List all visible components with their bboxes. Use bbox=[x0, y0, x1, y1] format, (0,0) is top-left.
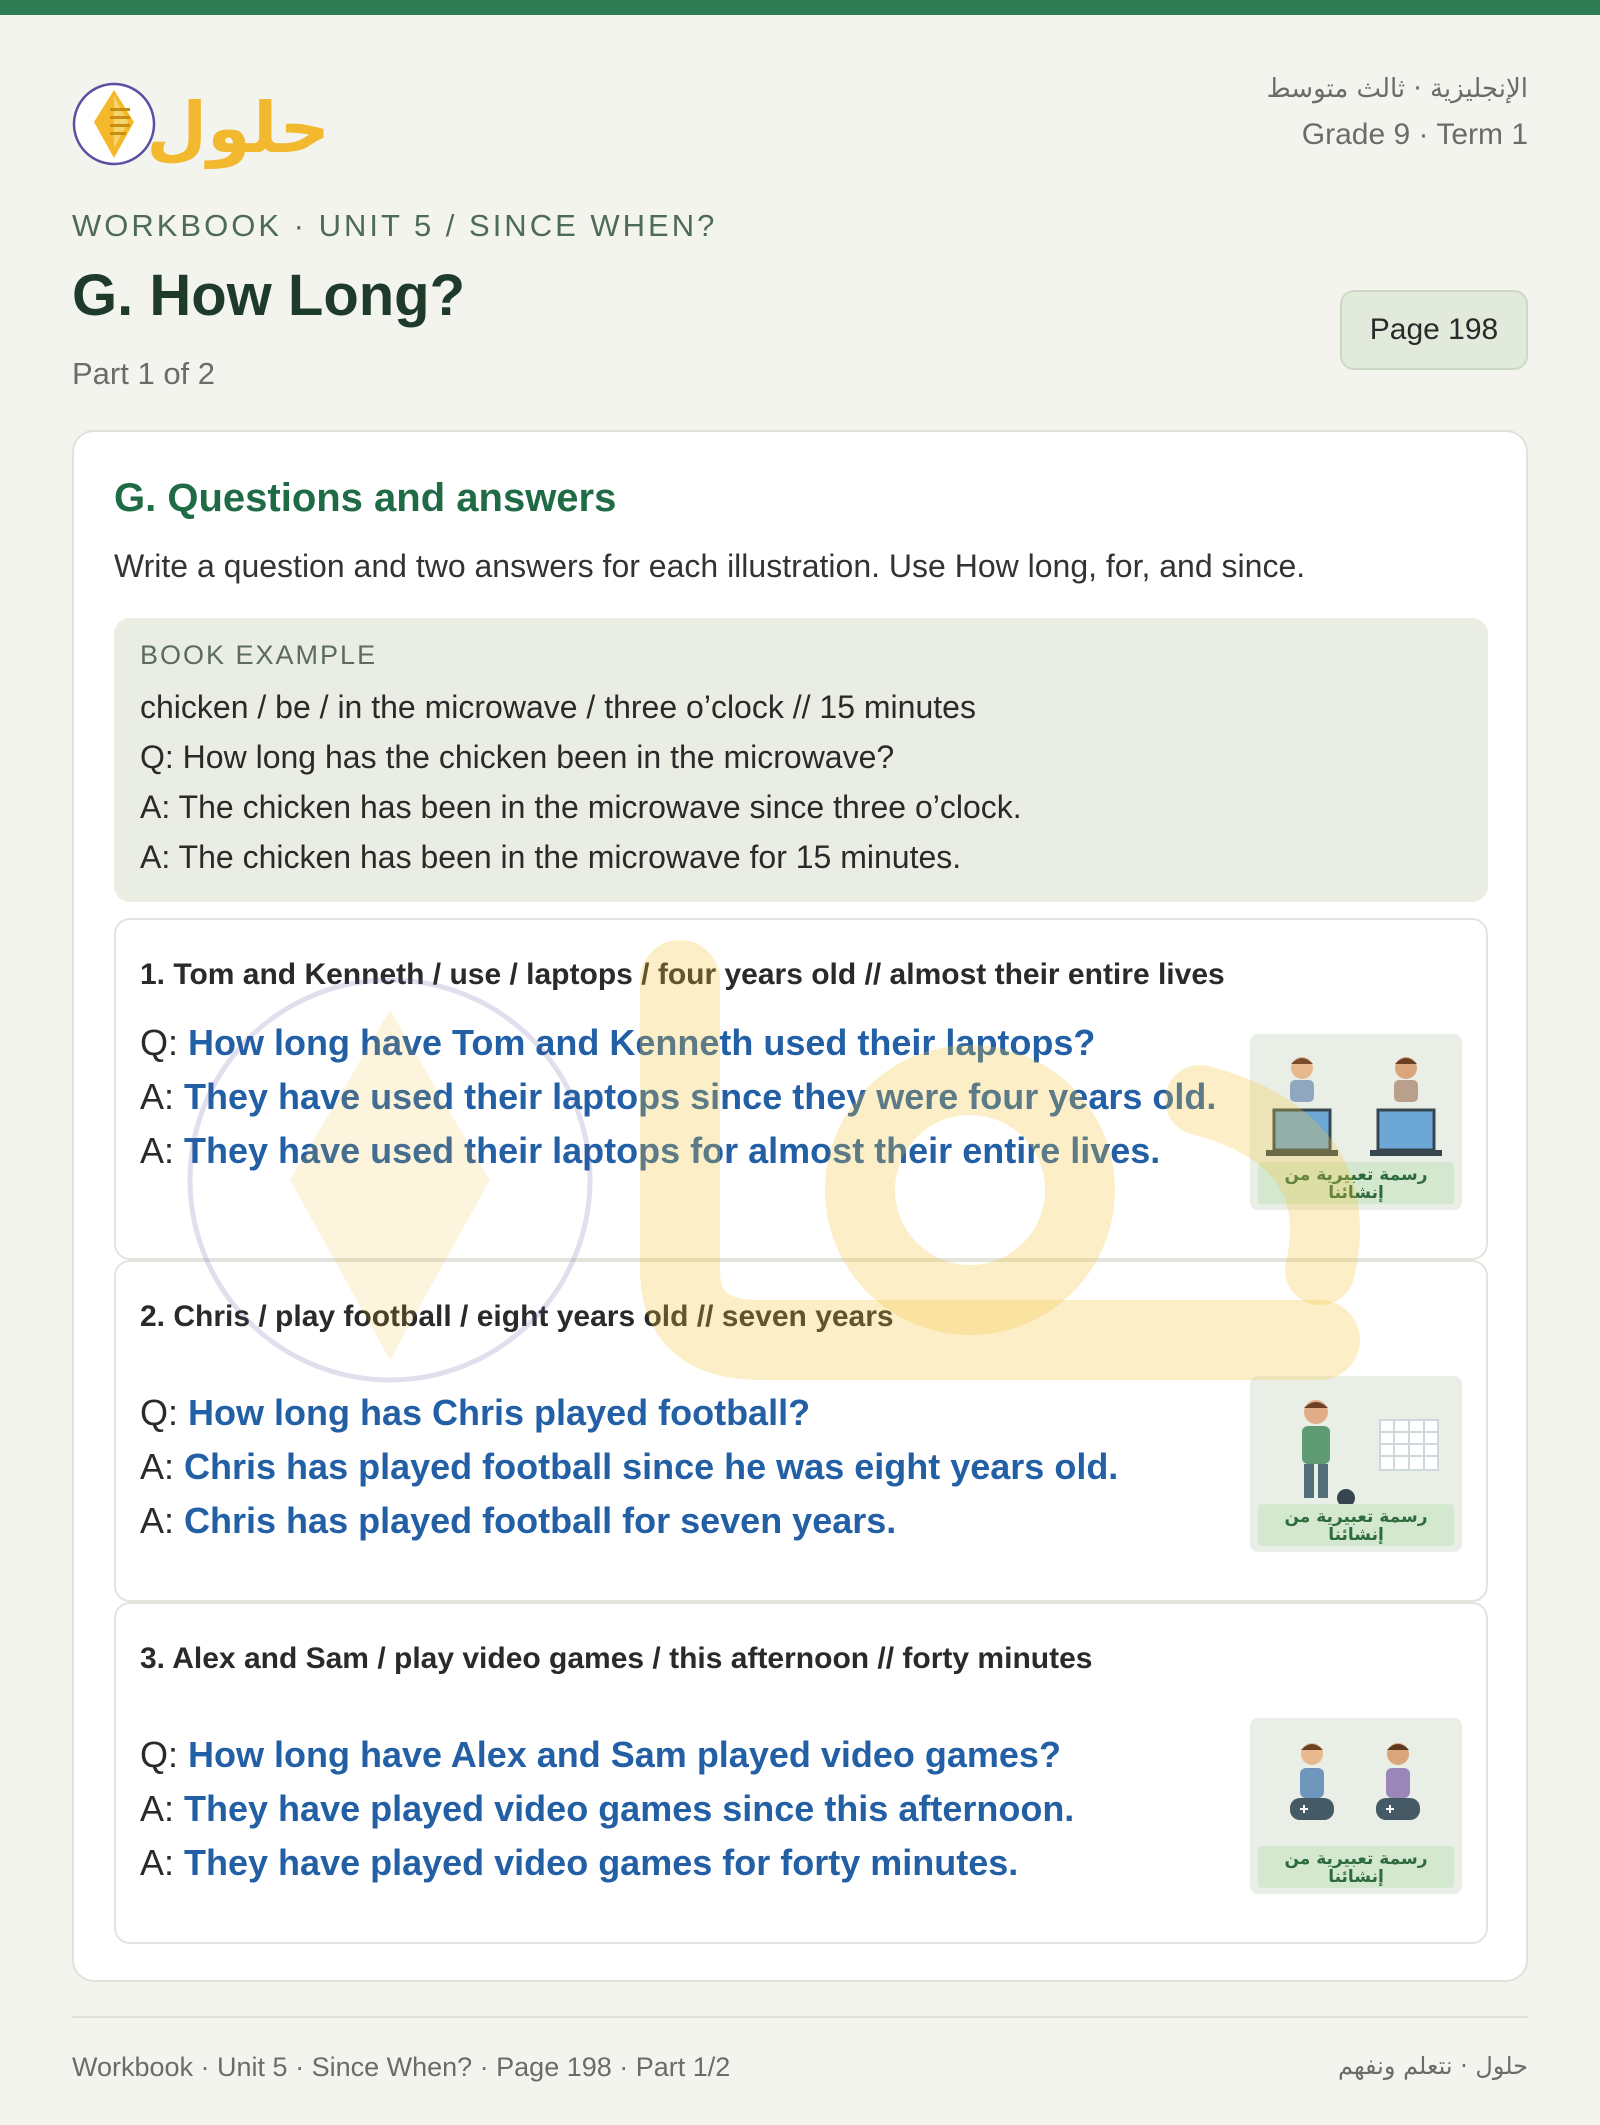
answer-label: A: bbox=[140, 1842, 175, 1883]
illustration-caption: رسمة تعبيرية من إنشائنا bbox=[1258, 1846, 1454, 1888]
page-title: G. How Long? bbox=[72, 263, 466, 328]
question-label: Q: bbox=[140, 1734, 179, 1775]
footer-breadcrumb: Workbook · Unit 5 · Since When? · Page 198 · Part 1/2 bbox=[72, 2052, 731, 2082]
course-meta bbox=[1267, 74, 1528, 152]
answer-for: They have used their laptops for almost their entire lives. bbox=[184, 1130, 1161, 1171]
subject-label-ar: الإنجليزية · ثالث متوسط bbox=[1266, 74, 1528, 104]
part-indicator: Part 1 of 2 bbox=[72, 356, 216, 391]
question-label: Q: bbox=[140, 1392, 179, 1433]
answer-label: A: bbox=[140, 1130, 175, 1171]
example-question: Q: How long has the chicken been in the microwave? bbox=[140, 739, 895, 775]
question-answer: How long have Tom and Kenneth used their laptops? bbox=[188, 1022, 1096, 1063]
item-prompt: 2. Chris / play football / eight years old // seven years bbox=[140, 1300, 894, 1333]
answer-label: A: bbox=[140, 1076, 175, 1117]
answer-since: Chris has played football since he was eight years old. bbox=[184, 1446, 1119, 1487]
answer-label: A: bbox=[140, 1788, 175, 1829]
item-answers bbox=[140, 1386, 1220, 1548]
page-footer bbox=[72, 2016, 1528, 2096]
exercise-item-2 bbox=[114, 1260, 1488, 1602]
item-answers bbox=[140, 1016, 1220, 1178]
example-answer-since: A: The chicken has been in the microwave since three o’clock. bbox=[140, 789, 1022, 825]
top-accent-bar bbox=[0, 0, 1600, 15]
illustration-video-games bbox=[1250, 1718, 1462, 1894]
illustration-laptops bbox=[1250, 1034, 1462, 1210]
answer-label: A: bbox=[140, 1446, 175, 1487]
exercise-item-1 bbox=[114, 918, 1488, 1260]
page-header bbox=[72, 60, 1528, 180]
page-number-badge: Page 198 bbox=[1340, 290, 1528, 370]
brand-logo bbox=[72, 60, 342, 180]
answer-for: They have played video games for forty minutes. bbox=[184, 1842, 1019, 1883]
illustration-caption: رسمة تعبيرية من إنشائنا bbox=[1258, 1162, 1454, 1204]
answer-since: They have used their laptops since they were four years old. bbox=[184, 1076, 1217, 1117]
breadcrumb: WORKBOOK · UNIT 5 / SINCE WHEN? bbox=[72, 208, 718, 243]
item-prompt: 3. Alex and Sam / play video games / this afternoon // forty minutes bbox=[140, 1642, 1093, 1675]
answer-label: A: bbox=[140, 1500, 175, 1541]
footer-brand: حلول · نتعلم ونفهم bbox=[1338, 2052, 1528, 2080]
item-answers bbox=[140, 1728, 1220, 1890]
answer-since: They have played video games since this afternoon. bbox=[184, 1788, 1075, 1829]
question-answer: How long has Chris played football? bbox=[188, 1392, 811, 1433]
example-label: BOOK EXAMPLE bbox=[140, 640, 378, 670]
item-prompt: 1. Tom and Kenneth / use / laptops / four years old // almost their entire lives bbox=[140, 958, 1225, 991]
svg-text:حلول: حلول bbox=[146, 87, 330, 169]
example-prompt: chicken / be / in the microwave / three o’clock // 15 minutes bbox=[140, 689, 976, 725]
exercise-item-3 bbox=[114, 1602, 1488, 1944]
illustration-caption: رسمة تعبيرية من إنشائنا bbox=[1258, 1504, 1454, 1546]
example-answer-for: A: The chicken has been in the microwave for 15 minutes. bbox=[140, 839, 962, 875]
exercise-card bbox=[72, 430, 1528, 1982]
section-title: G. Questions and answers bbox=[114, 476, 617, 520]
grade-term-label: Grade 9 · Term 1 bbox=[1301, 118, 1528, 151]
question-answer: How long have Alex and Sam played video games? bbox=[188, 1734, 1061, 1775]
section-instructions: Write a question and two answers for each illustration. Use How long, for, and since. bbox=[114, 548, 1306, 584]
question-label: Q: bbox=[140, 1022, 179, 1063]
answer-for: Chris has played football for seven years. bbox=[184, 1500, 897, 1541]
book-example bbox=[114, 618, 1488, 902]
illustration-football bbox=[1250, 1376, 1462, 1552]
